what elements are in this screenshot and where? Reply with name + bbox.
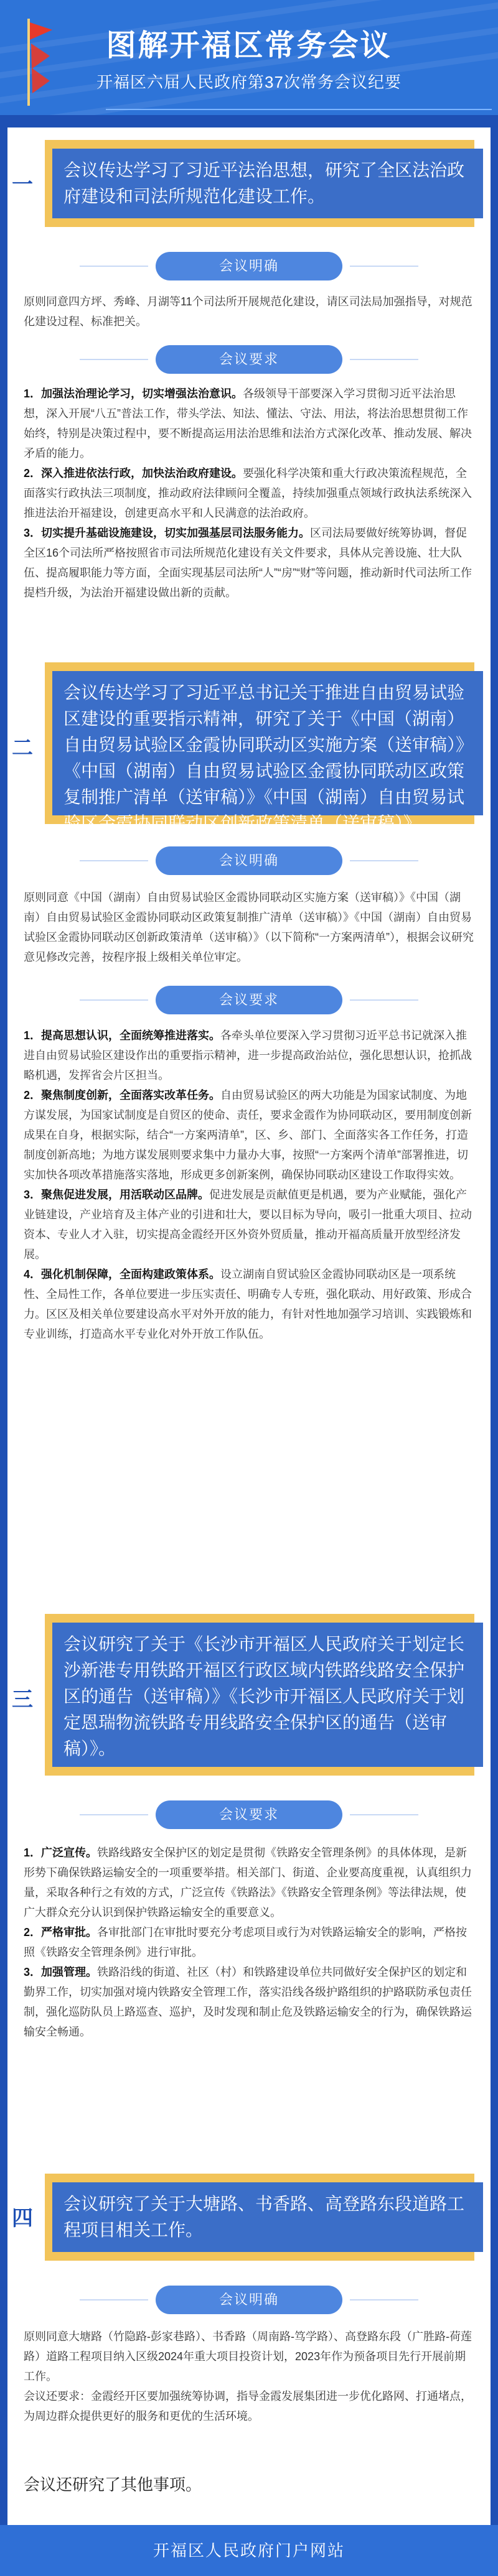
section-4-topic: 会议研究了关于大塘路、书香路、高登路东段道路工程项目相关工作。 [52,2182,483,2252]
section-4-paragraph [24,2327,474,2426]
section-2-number: 二 [12,737,33,760]
list-item: 会议还要求：金霞经开区要加强统筹协调，指导金霞发展集团进一步优化路网、打通堵点，为周边群众提供更好的服务和更优的生活环境。 [24,2390,472,2422]
section-2-pill-明确: 会议明确 [156,846,342,875]
list-item: 4．强化机制保障，全面构建政策体系。设立湖南自贸试验区金霞协同联动区是一项系统性、全局性工作，各单位要进一步压实责任、明确专人专班，强化联动、用好政策、形成合力。区区及相关单位要建设高水平对外开放的能力，有针对性地加强学习培训、实践锻炼和专业训练，打造高水平专业化对外开放工作队伍。 [24,1268,472,1340]
section-3-requirements [24,1843,474,2042]
content-panel [7,127,491,2525]
section-1-header [7,140,491,227]
header-banner [0,0,498,115]
section-1-paragraph: 原则同意四方坪、秀峰、月湖等11个司法所开展规范化建设，请区司法局加强指导，对规范化建设过程、标准把关。 [24,295,472,328]
section-4-header [7,2174,491,2261]
page-title: 图解开福区常务会议 [106,29,392,62]
section-4-number: 四 [12,2207,33,2230]
section-1-number: 一 [12,174,33,197]
list-item: 3．加强管理。铁路沿线的街道、社区（村）和铁路建设单位共同做好安全保护区的划定和勤界工作，切实加强对境内铁路安全管理工作，落实沿线各级护路组织的护路联防承包责任制，强化巡防队员上路巡查、巡护，及时发现和制止危及铁路运输安全的行为，确保铁路运输安全畅通。 [24,1966,472,2038]
section-3-header [7,1614,491,1776]
list-item: 1．加强法治理论学习，切实增强法治意识。各级领导干部要深入学习贯彻习近平法治思想，深入开展“八五”普法工作，带头学法、知法、懂法、守法、用法，将法治思想贯彻工作始终，特别是决策过程中，要不断提高运用法治思维和法治方式深化改革、推动发展、解决矛盾的能力。 [24,387,472,460]
list-item: 2．聚焦制度创新，全面落实改革任务。自由贸易试验区的两大功能是为国家试制度、为地方谋发展，为国家试制度是自贸区的使命、责任，要求金霞作为协同联动区，要用制度创新成果在自身，根据实际，结合“一方案两清单”，区、乡、部门、全面落实各工作任务，打造制度创新高地；为地方谋发展则要求集中力量办大事，按照“一方案两个清单”部署推进，切实加快各项改革措施落实落地，形成更多创新案例，确保协同联动区建设工作取得实效。 [24,1089,472,1181]
section-1-pill-wrap [7,252,491,280]
section-1-requirements [24,384,474,603]
section-4-pill-wrap [7,2286,491,2314]
page-subtitle: 开福区六届人民政府第37次常务会议纪要 [96,73,402,91]
section-1-pill-要求: 会议要求 [156,345,342,374]
section-2-paragraph: 原则同意《中国（湖南）自由贸易试验区金霞协同联动区实施方案（送审稿）》《中国（湖南）自由贸易试验区金霞协同联动区政策复制推广清单（送审稿）》《中国（湖南）自由贸易试验区金霞协同联动区创新政策清单（送审稿）》（以下简称“一方案两清单”），根据会议研究意见修改完善，按程序报上级相关单位审定。 [24,891,474,963]
section-2-requirements [24,1026,474,1344]
section-2 [7,662,491,1564]
section-1-pill-wrap-2 [7,345,491,374]
list-item: 3．聚焦促进发展，用活联动区品牌。促进发展是贡献值更是机遇，要为产业赋能，强化产业链建设，产业培育及主体产业的引进和壮大，要以目标为导向，吸引一批重大项目、拉动资本、专业人才入驻，切实提高金霞经开区外资外贸质量，推动开福高质量开放型经济发展。 [24,1188,472,1261]
subtitle-divider [106,109,492,110]
section-2-header [7,662,491,833]
section-1-pill-明确: 会议明确 [156,252,342,280]
list-item: 2．深入推进依法行政，加快法治政府建设。要强化科学决策和重大行政决策流程规范，全面落实行政执法三项制度，推动政府法律顾问全覆盖，持续加强重点领域行政执法系统深入推进法治开福建设，创建更高水平和人民满意的法治政府。 [24,467,472,519]
section-2-pill-wrap-2 [7,986,491,1014]
footer-site-name[interactable]: 开福区人民政府门户网站 [0,2525,498,2576]
section-3 [7,1614,491,2124]
list-item: 原则同意大塘路（竹隐路-彭家巷路）、书香路（周南路-笃学路）、高登路东段（广胜路-荷莲路）道路工程项目纳入区级2024年重大项目投资计划，2023年作为预备项目先行开展前期工作。 [24,2330,472,2383]
section-4 [7,2174,491,2447]
closing-note: 会议还研究了其他事项。 [24,2475,202,2494]
section-1-topic: 会议传达学习了习近平法治思想，研究了全区法治政府建设和司法所规范化建设工作。 [52,149,483,218]
list-item: 3．切实提升基础设施建设，切实加强基层司法服务能力。区司法局要做好统筹协调，督促全区16个司法所严格按照省市司法所规范化建设有关文件要求，具体从完善设施、壮大队伍、提高履职能力等方面，全面实现基层司法所“人”“房”“财”等问题，推动新时代司法所工作提档升级，为法治开福建设做出新的贡献。 [24,527,472,599]
list-item: 1．广泛宣传。铁路线路安全保护区的划定是贯彻《铁路安全管理条例》的具体体现，是新形势下确保铁路运输安全的一项重要举措。相关部门、街道、企业要高度重视，认真组织力量，采取各种行之有效的方式，广泛宣传《铁路法》《铁路安全管理条例》等法律法规，使广大群众充分认识到保护铁路运输安全的重要意义。 [24,1846,472,1919]
section-2-topic: 会议传达学习了习近平总书记关于推进自由贸易试验区建设的重要指示精神，研究了关于《中国（湖南）自由贸易试验区金霞协同联动区实施方案（送审稿）》《中国（湖南）自由贸易试验区金霞协同联动区政策复制推广清单（送审稿）》《中国（湖南）自由贸易试验区金霞协同联动区创新政策清单（送审稿）》。 [52,671,483,815]
section-3-pill-要求: 会议要求 [156,1800,342,1829]
section-3-topic: 会议研究了关于《长沙市开福区人民政府关于划定长沙新港专用铁路开福区行政区域内铁路线路安全保护区的通告（送审稿）》《长沙市开福区人民政府关于划定恩瑞物流铁路专用线路安全保护区的通告（送审稿）》。 [52,1623,483,1767]
section-3-number: 三 [12,1689,33,1712]
section-4-pill-明确: 会议明确 [156,2286,342,2314]
list-item: 2．严格审批。各审批部门在审批时要充分考虑项目或行为对铁路运输安全的影响，严格按照《铁路安全管理条例》进行审批。 [24,1926,467,1958]
section-2-pill-要求: 会议要求 [156,986,342,1014]
section-3-pill-wrap [7,1800,491,1829]
section-1 [7,140,491,619]
list-item: 1．提高思想认识，全面统筹推进落实。各牵头单位要深入学习贯彻习近平总书记就深入推进自由贸易试验区建设作出的重要指示精神，进一步提高政治站位，强化思想认识，抢抓战略机遇，发挥省会片区担当。 [24,1029,472,1082]
section-2-pill-wrap [7,846,491,875]
